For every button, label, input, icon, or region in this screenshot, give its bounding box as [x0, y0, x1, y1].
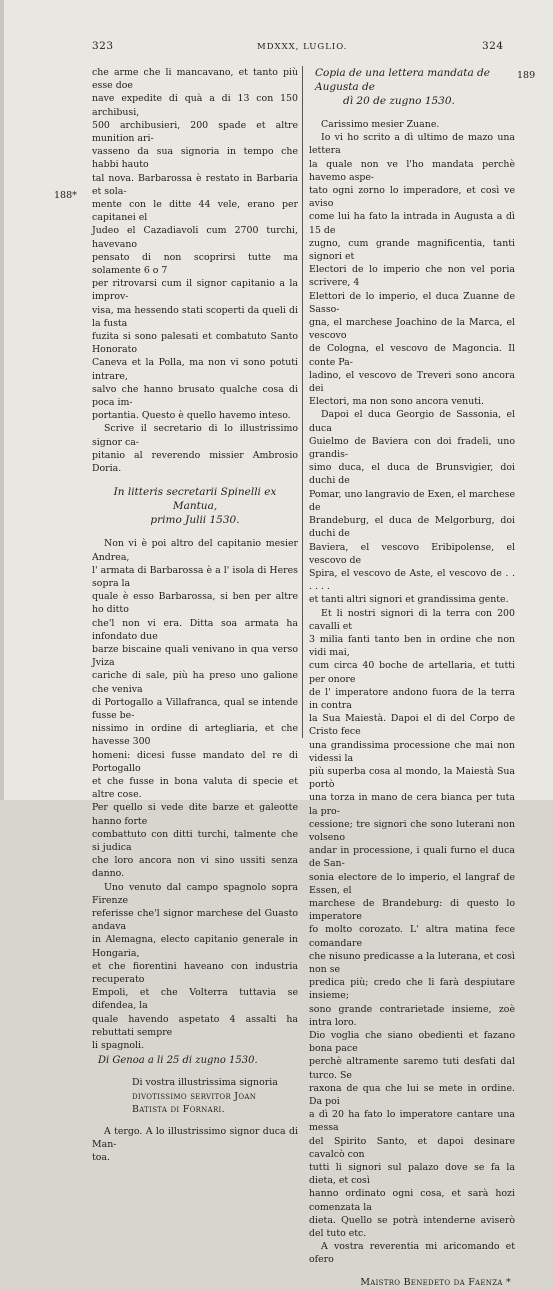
text-line: andar in processione, i quali furno el duca de San-	[309, 845, 515, 870]
left-paragraph-1	[92, 66, 298, 422]
letter-dateline: Di Genoa a li 25 di zugno 1530.	[98, 1055, 258, 1067]
title-line: primo Julii 1530.	[150, 514, 240, 527]
spacer	[92, 1067, 298, 1076]
text-line: la Sua Maiestà. Dapoi el di del Corpo de Cristo fece	[309, 713, 515, 738]
text-line: referisse che'l signor marchese del Guasto andava	[92, 907, 298, 933]
text-line: Electori, ma non sono ancora venuti.	[309, 396, 485, 408]
text-line: sonia electore de lo imperio, el langraf de Essen, el	[309, 871, 515, 896]
text-line: Electori de lo imperio che non vel poria scrivere, 4	[309, 264, 515, 289]
text-line: A tergo. A lo illustrissimo signor duca di Man-	[92, 1126, 298, 1151]
right-paragraph-4	[309, 1240, 515, 1266]
text-line: tal nova. Barbarossa è restato in Barbaria et sola-	[92, 172, 298, 197]
closing-line: Batista di Fornari.	[132, 1103, 225, 1115]
letter-title	[309, 66, 515, 108]
margin-number-right: 189	[517, 70, 536, 81]
text-line: Et li nostri signori di la terra con 200 cavalli et	[309, 607, 515, 632]
salutation: Carissimo mesier Zuane.	[321, 119, 440, 130]
title-line: In litteris secretarii Spinelli ex Mantua,	[113, 486, 277, 513]
right-paragraph-1	[309, 131, 515, 408]
text-line: predica più; credo che li farà despiutare insieme;	[309, 977, 515, 1002]
text-line: ladino, el vescovo de Treveri sono ancora dei	[309, 369, 515, 395]
a-tergo-address	[92, 1125, 298, 1165]
text-line: Empoli, et che Volterra tuttavia se difendea, la	[92, 987, 298, 1012]
text-line: Per quello si vede dite barze et galeotte hanno forte	[92, 802, 298, 827]
text-line: Non vi è poi altro del capitanio mesier Andrea,	[92, 538, 298, 563]
text-line: l' armata di Barbarossa è a l' isola di Heres sopra la	[92, 564, 298, 589]
text-line: sono grande contrarietade insieme, zoè intra loro.	[309, 1003, 515, 1028]
section-title	[92, 485, 298, 527]
text-line: che loro ancora non vi sino ussiti senza danno.	[92, 855, 298, 880]
text-line: per ritrovarsi cum il signor capitanio a la improv-	[92, 278, 298, 303]
text-line: pitanio al reverendo missier Ambrosio Doria.	[92, 449, 298, 475]
text-line: de Cologna, el vescovo de Magoncia. Il conte Pa-	[309, 343, 515, 368]
text-line: 3 milia fanti tanto ben in ordine che non vidi mai,	[309, 633, 515, 659]
text-line: Spira, el vescovo de Aste, el vescovo de . . . . . .	[309, 567, 515, 593]
text-line: gna, el marchese Joachino de la Marca, el vescovo	[309, 317, 515, 342]
text-line: quale è esso Barbarossa, si ben per altre ho ditto	[92, 591, 298, 616]
letter-closing	[92, 1076, 298, 1116]
text-line: Judeo el Cazadiavoli cum 2700 turchi, havevano	[92, 225, 298, 250]
text-line: raxona de qua che lui se mete in ordine. Da poi	[309, 1082, 515, 1108]
text-line: Baviera, el vescovo Eribipolense, el vescovo de	[309, 541, 515, 566]
text-line: Elettori de lo imperio, el duca Zuanne de Sasso-	[309, 290, 515, 315]
text-line: barze biscaine quali venivano in qua verso Jviza	[92, 643, 298, 669]
text-line: et che fiorentini haveano con industria recuperato	[92, 960, 298, 985]
running-title: MDXXX, LUGLIO.	[257, 42, 348, 52]
text-line: toa.	[92, 1152, 110, 1164]
left-paragraph-4	[92, 881, 298, 1053]
text-line: Dio voglia che siano obedienti et fazano bona pace	[309, 1030, 515, 1055]
left-paragraph-3	[92, 537, 298, 880]
column-divider	[302, 66, 303, 738]
page-number-left: 323	[92, 40, 114, 52]
text-line: la quale non ve l'ho mandata perchè havemo aspe-	[309, 158, 515, 183]
text-line: del Spirito Santo, et dapoi desinare cavalcò con	[309, 1135, 515, 1160]
letter-signature: Maistro Benedeto da Faenza *	[360, 1276, 511, 1288]
text-line: che'l non vi era. Ditta soa armata ha infondato due	[92, 617, 298, 642]
text-line: marchese de Brandeburg: di questo lo imperatore	[309, 897, 515, 923]
text-line: come lui ha fato la intrada in Augusta a dì 15 de	[309, 211, 515, 236]
page-number-right: 324	[482, 40, 504, 52]
closing-line: divotissimo servitor Joan	[132, 1090, 257, 1102]
text-line: Uno venuto dal campo spagnolo sopra Firenze	[92, 881, 298, 906]
text-line: nissimo in ordine di artegliaria, et che havesse 300	[92, 723, 298, 748]
text-line: Guielmo de Baviera con doi fradeli, uno grandis-	[309, 435, 515, 461]
text-line: perchè altramente saremo tuti desfati dal turco. Se	[309, 1056, 515, 1081]
text-line: fo molto corozato. L' altra matina fece comandare	[309, 924, 515, 949]
text-line: una torza in mano de cera bianca per tuta la pro-	[309, 792, 515, 817]
text-line: Caneva et la Polla, ma non vi sono potuti intrare,	[92, 357, 298, 382]
text-line: portantia. Questo è quello havemo inteso.	[92, 410, 291, 422]
text-line: simo duca, el duca de Brunsvigier, doi duchi de	[309, 462, 515, 487]
text-line: mente con le ditte 44 vele, erano per capitanei el	[92, 199, 298, 224]
text-line: tato ogni zorno lo imperadore, et così ve aviso	[309, 185, 515, 210]
closing-line: Di vostra illustrissima signoria	[132, 1077, 278, 1089]
text-line: di Portogallo a Villafranca, qual se intende fusse be-	[92, 696, 298, 721]
text-line: pensato di non scoprirsi tutte ma solamente 6 o 7	[92, 251, 298, 277]
left-paragraph-2	[92, 422, 298, 475]
text-line: vasseno da sua signoria in tempo che habbi hauto	[92, 146, 298, 171]
margin-number-left: 188*	[54, 190, 77, 201]
text-line: Io vi ho scrito a dì ultimo de mazo una lettera	[309, 132, 515, 157]
right-paragraph-3	[309, 607, 515, 1241]
text-line: quale havendo aspetato 4 assalti ha rebuttati sempre	[92, 1013, 298, 1038]
text-line: che arme che li mancavano, et tanto più esse doe	[92, 67, 298, 92]
title-line: Copia de una lettera mandata de Augusta de	[315, 67, 490, 93]
text-line: tutti li signori sul palazo dove se fa la dieta, et così	[309, 1162, 515, 1187]
text-line: cessione; tre signori che sono luterani non volseno	[309, 818, 515, 843]
text-line: che nisuno predicasse a la luterana, et così non se	[309, 950, 515, 975]
text-line: Dapoi el duca Georgio de Sassonia, el duca	[309, 409, 515, 434]
text-line: fuzita si sono palesati et combatuto Santo Honorato	[92, 331, 298, 356]
right-paragraph-2	[309, 408, 515, 606]
text-line: de l' imperatore andono fuora de la terra in contra	[309, 686, 515, 711]
text-line: Brandeburg, el duca de Melgorburg, doi duchi de	[309, 515, 515, 540]
text-line: in Alemagna, electo capitanio generale in Hongaria,	[92, 934, 298, 959]
title-line: dì 20 de zugno 1530.	[343, 95, 455, 107]
right-column	[309, 66, 515, 1289]
spacer	[309, 1267, 515, 1276]
text-line: cariche di sale, più ha preso uno galione che veniva	[92, 670, 298, 695]
text-line: visa, ma hessendo stati scoperti da queli di la fusta	[92, 304, 298, 329]
text-line: 500 archibusieri, 200 spade et altre munition ari-	[92, 119, 298, 145]
spacer	[92, 1116, 298, 1125]
text-line: zugno, cum grande magnificentia, tanti signori et	[309, 237, 515, 263]
text-line: Pomar, uno langravio de Exen, el marchese de	[309, 488, 515, 513]
text-line: et che fusse in bona valuta di specie et altre cose.	[92, 775, 298, 801]
text-line: una grandissima processione che mai non videssi la	[309, 739, 515, 764]
text-line: et tanti altri signori et grandissima gente.	[309, 594, 509, 606]
text-line: più superba cosa al mondo, la Maiestà Sua portò	[309, 765, 515, 791]
text-line: homeni: dicesi fusse mandato del re di Portogallo	[92, 749, 298, 774]
text-line: combattuto con ditti turchi, talmente che si judica	[92, 828, 298, 853]
text-line: dieta. Quello se potrà intenderne aviserò del tuto etc.	[309, 1214, 515, 1240]
text-line: salvo che hanno brusato qualche cosa di poca im-	[92, 383, 298, 409]
text-line: A vostra reverentia mi aricomando et ofero	[309, 1241, 515, 1266]
text-line: li spagnoli.	[92, 1040, 145, 1052]
text-line: cum circa 40 boche de artellaria, et tutti per onore	[309, 660, 515, 685]
text-line: hanno ordinato ogni cosa, et sarà hozi comenzata la	[309, 1188, 515, 1213]
text-line: Scrive il secretario di lo illustrissimo signor ca-	[92, 423, 298, 448]
left-column	[92, 66, 298, 1165]
text-line: a dì 20 ha fato lo imperatore cantare una messa	[309, 1109, 515, 1134]
text-line: nave expedite di quà a di 13 con 150 archibusi,	[92, 93, 298, 118]
